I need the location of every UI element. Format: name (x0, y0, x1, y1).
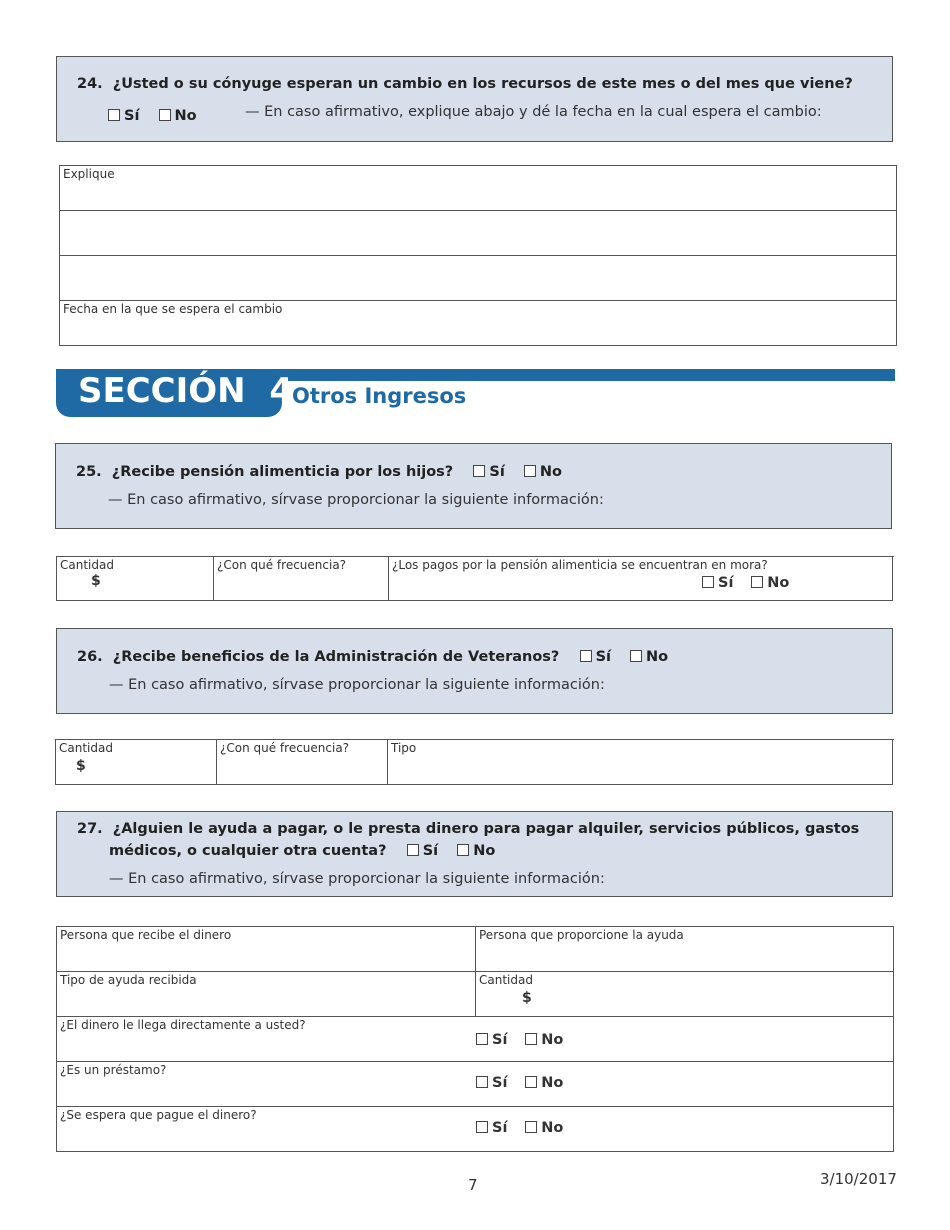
q26-type-label: Tipo (391, 741, 417, 755)
q27-loan-yes-label: Sí (492, 1075, 508, 1091)
q27-receiver-field[interactable] (56, 926, 476, 972)
q27-dollar-sign: $ (522, 990, 532, 1006)
q27-loan-no-label: No (541, 1075, 564, 1091)
q25-note: — En caso afirmativo, sírvase proporcionar la siguiente información: (108, 492, 604, 508)
q27-box (56, 811, 893, 897)
q24-note: — En caso afirmativo, explique abajo y dé la fecha en la cual espera el cambio: (245, 104, 822, 120)
q25-box (55, 443, 892, 529)
q27-help-type-label: Tipo de ayuda recibida (60, 973, 197, 987)
q27-repay-no-checkbox[interactable] (525, 1121, 537, 1133)
q25-yes-checkbox[interactable] (473, 465, 485, 477)
q25-number: 25. (76, 464, 102, 480)
q25-question: ¿Recibe pensión alimenticia por los hijos? (111, 464, 454, 480)
q24-box (56, 56, 893, 142)
q27-amount-field[interactable] (475, 971, 894, 1017)
q27-note: — En caso afirmativo, sírvase proporcionar la siguiente información: (109, 871, 605, 887)
q27-table (56, 926, 894, 1152)
q27-number: 27. (77, 821, 103, 837)
q27-direct-yes-checkbox[interactable] (476, 1033, 488, 1045)
q26-yes-checkbox[interactable] (580, 650, 592, 662)
q26-frequency-label: ¿Con qué frecuencia? (220, 741, 350, 755)
q27-loan-yes-checkbox[interactable] (476, 1076, 488, 1088)
q27-no-label: No (473, 843, 496, 859)
q25-table (56, 556, 893, 601)
q25-amount-label: Cantidad (60, 558, 114, 572)
q27-loan-no-checkbox[interactable] (525, 1076, 537, 1088)
q24-no-label: No (174, 108, 197, 124)
q26-type-field[interactable] (387, 739, 894, 785)
q27-loan-row (56, 1061, 894, 1107)
q25-frequency-field[interactable] (213, 556, 389, 601)
q25-arrears-label: ¿Los pagos por la pensión alimenticia se encuentran en mora? (392, 558, 768, 572)
explain-label: Explique (63, 167, 115, 181)
q26-note: — En caso afirmativo, sírvase proporcionar la siguiente información: (109, 677, 605, 693)
q25-arrears-no-checkbox[interactable] (751, 576, 763, 588)
q24-yes-checkbox[interactable] (108, 109, 120, 121)
explain-line-3[interactable] (59, 255, 897, 301)
q27-yes-checkbox[interactable] (407, 844, 419, 856)
q27-question-line2: médicos, o cualquier otra cuenta? (109, 843, 387, 859)
q26-frequency-field[interactable] (216, 739, 388, 785)
section-heading (78, 371, 293, 411)
date-field[interactable] (59, 300, 897, 346)
footer-date: 3/10/2017 (820, 1170, 897, 1188)
q27-question-line1: ¿Alguien le ayuda a pagar, o le presta dinero para pagar alquiler, servicios públicos, gastos (112, 821, 860, 837)
q27-direct-label: ¿El dinero le llega directamente a usted? (60, 1018, 306, 1032)
q26-question: ¿Recibe beneficios de la Administración de Veteranos? (112, 649, 560, 665)
q27-direct-no-checkbox[interactable] (525, 1033, 537, 1045)
q27-repay-yes-checkbox[interactable] (476, 1121, 488, 1133)
q25-arrears-yes-label: Sí (718, 575, 734, 591)
q27-no-checkbox[interactable] (457, 844, 469, 856)
q25-text (76, 464, 576, 480)
q24-text (77, 76, 853, 92)
q26-dollar-sign: $ (76, 758, 86, 774)
q25-arrears-field (388, 556, 894, 601)
section-tab (56, 369, 293, 417)
section-label: SECCIÓN (78, 371, 246, 411)
q26-no-label: No (646, 649, 669, 665)
q24-question: ¿Usted o su cónyuge esperan un cambio en los recursos de este mes o del mes que viene? (112, 76, 853, 92)
q27-provider-field[interactable] (475, 926, 894, 972)
date-label: Fecha en la que se espera el cambio (63, 302, 283, 316)
q25-no-label: No (539, 464, 563, 480)
q27-amount-label: Cantidad (479, 973, 533, 987)
q26-amount-field[interactable] (55, 739, 217, 785)
q24-yes-label: Sí (124, 108, 140, 124)
explain-field[interactable] (59, 165, 897, 211)
explain-line-2[interactable] (59, 210, 897, 256)
q27-yes-label: Sí (422, 843, 439, 859)
q27-repay-no-label: No (541, 1120, 564, 1136)
q27-direct-yes-label: Sí (492, 1032, 508, 1048)
q26-no-checkbox[interactable] (630, 650, 642, 662)
q26-table (55, 739, 893, 785)
q27-repay-label: ¿Se espera que pague el dinero? (60, 1108, 257, 1122)
q24-number: 24. (77, 76, 103, 92)
q27-direct-row (56, 1016, 894, 1062)
q27-text-line2 (109, 843, 509, 859)
section-title: Otros Ingresos (292, 384, 467, 408)
q27-provider-label: Persona que proporcione la ayuda (479, 928, 684, 942)
q27-direct-no-label: No (541, 1032, 564, 1048)
q27-repay-yes-label: Sí (492, 1120, 508, 1136)
q25-arrears-yes-checkbox[interactable] (702, 576, 714, 588)
q25-arrears-no-label: No (767, 575, 790, 591)
q27-text-line1 (77, 821, 859, 837)
page-number: 7 (468, 1176, 478, 1194)
q25-frequency-label: ¿Con qué frecuencia? (217, 558, 347, 572)
explain-table (59, 165, 897, 346)
section-number: 4 (269, 371, 293, 411)
q25-yes-label: Sí (489, 464, 505, 480)
q27-receiver-label: Persona que recibe el dinero (60, 928, 232, 942)
q25-dollar-sign: $ (91, 573, 101, 589)
q27-loan-label: ¿Es un préstamo? (60, 1063, 167, 1077)
q25-amount-field[interactable] (56, 556, 214, 601)
q27-help-type-field[interactable] (56, 971, 476, 1017)
q26-yes-label: Sí (595, 649, 611, 665)
q24-no-checkbox[interactable] (159, 109, 171, 121)
q26-amount-label: Cantidad (59, 741, 113, 755)
q26-box (56, 628, 893, 714)
q27-repay-row (56, 1106, 894, 1152)
q25-no-checkbox[interactable] (524, 465, 536, 477)
q26-number: 26. (77, 649, 103, 665)
q26-text (77, 649, 682, 665)
